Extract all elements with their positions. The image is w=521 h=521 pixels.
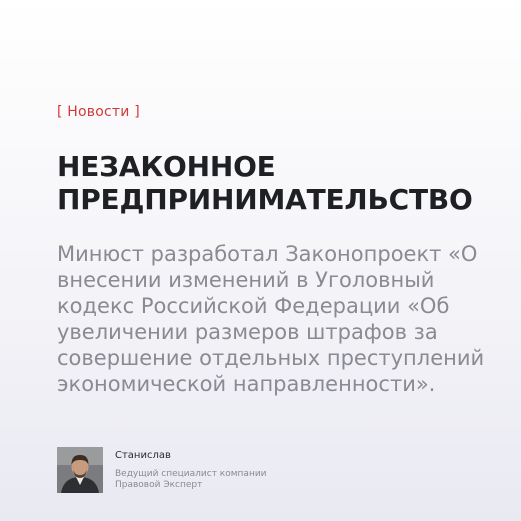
author-role-line-1: Ведущий специалист компании [115,469,267,479]
author-role [115,469,267,491]
post-title [57,150,497,216]
author-block [57,447,267,495]
category-tag: [ Новости ] [57,104,140,120]
post-title-line-1: НЕЗАКОННОЕ [57,150,276,183]
avatar [57,447,103,493]
post-body: Минюст разработал Законопроект «О внесении изменений в Уголовный кодекс Российской Федерации «Об увеличении размеров штрафов за совершение отдельных преступлений экономической направленности». [57,242,485,396]
author-role-line-2: Правовой Эксперт [115,480,203,490]
author-name: Станислав [115,450,171,461]
person-photo-icon [57,447,103,493]
author-info [115,450,267,491]
post-title-line-2: ПРЕДПРИНИМАТЕЛЬСТВО [57,183,473,216]
